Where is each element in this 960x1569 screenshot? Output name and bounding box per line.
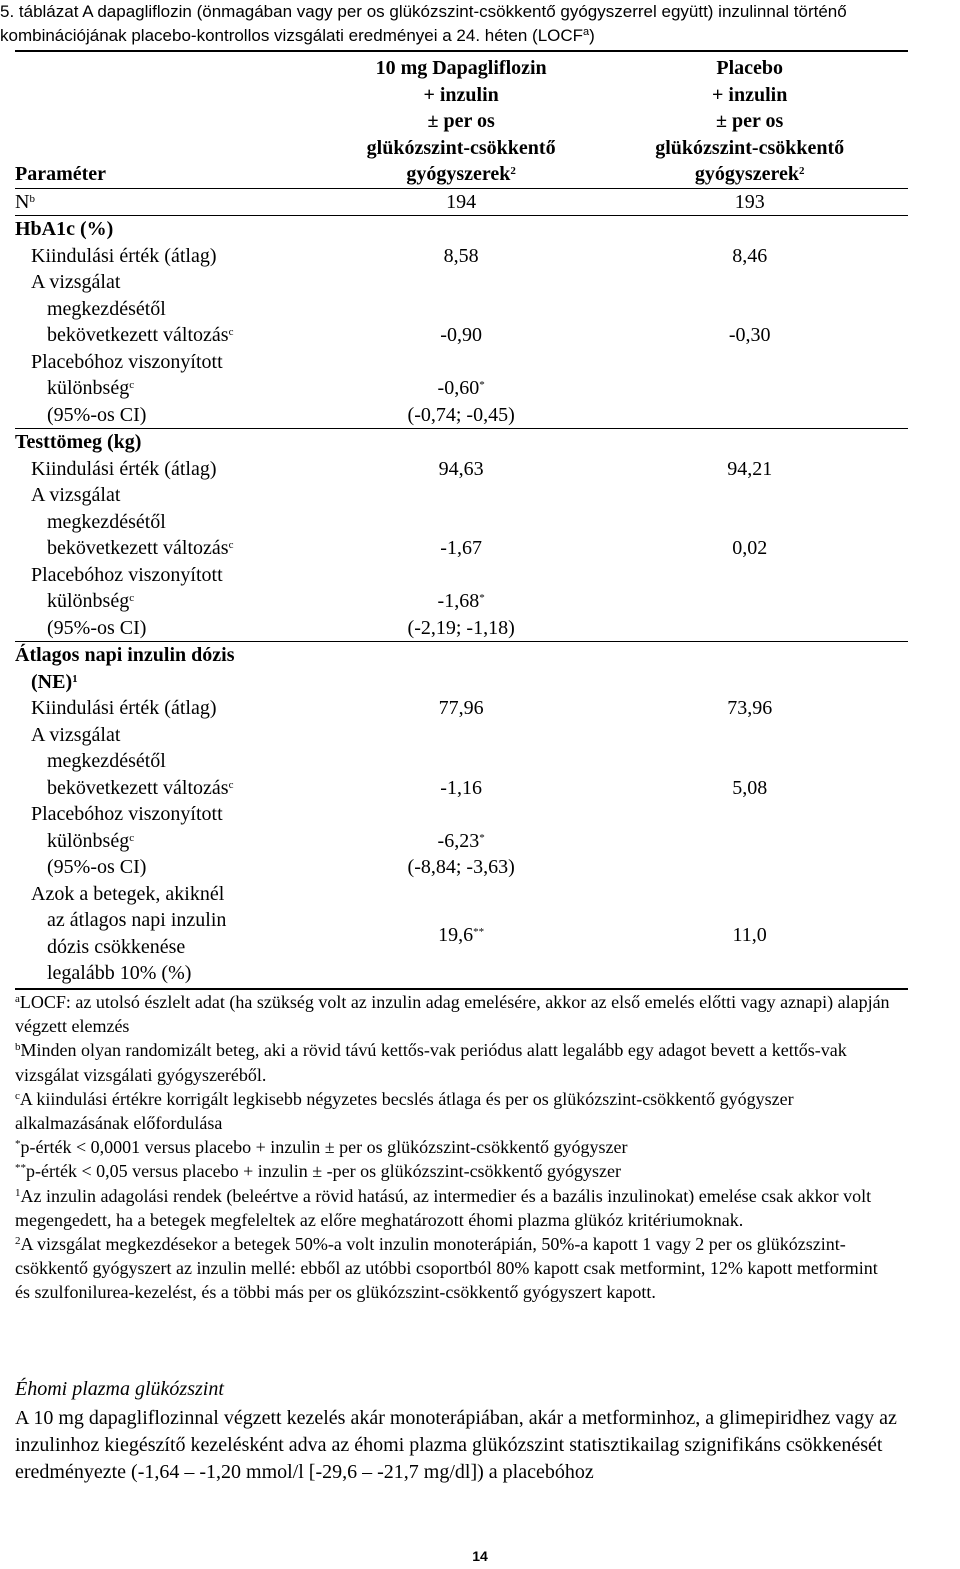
cell-b: 8,46 <box>732 244 768 267</box>
row-label-line: A vizsgálat <box>31 271 121 293</box>
cell-a-sup: * <box>479 592 485 604</box>
header-row <box>15 55 908 188</box>
row-label <box>15 562 331 642</box>
footnote <box>15 1159 895 1183</box>
row-label: Kiindulási érték (átlag) <box>31 697 217 719</box>
table-row <box>15 562 908 642</box>
row-label-text: bekövetkezett változás <box>47 537 229 559</box>
table-row <box>15 722 908 802</box>
footnote-mark: 1 <box>15 1186 21 1199</box>
n-label-text: N <box>15 190 30 213</box>
header-param: Paraméter <box>15 163 107 185</box>
cell-a-ci: (-2,19; -1,18) <box>407 616 515 639</box>
row-label-line: dózis csökkenése <box>47 935 186 958</box>
cell-a <box>331 349 591 429</box>
footnote-text: LOCF: az utolsó észlelt adat (ha szükség volt az inzulin adag emelésére, akkor az első emelés előtti vagy aznapi) alapján végzett elemzés <box>15 992 890 1037</box>
table-row <box>15 349 908 429</box>
footnote <box>15 1232 895 1305</box>
page-number: 14 <box>472 1548 488 1564</box>
row-label-line <box>15 375 331 402</box>
section-title-row <box>15 216 908 243</box>
table-caption <box>0 0 955 48</box>
row-label <box>15 482 331 562</box>
footnote-mark: ** <box>15 1162 26 1175</box>
row-label-line: Azok a betegek, akiknél <box>31 882 225 905</box>
cell-a <box>331 562 591 642</box>
row-label-line: megkezdésétől <box>47 297 166 320</box>
header-col-b-line: glükózszint-csökkentő <box>655 136 845 159</box>
footnote-mark: c <box>15 1089 20 1102</box>
table-row <box>15 801 908 881</box>
header-col-a-text: gyógyszerek <box>406 163 511 185</box>
row-label-line: az átlagos napi inzulin <box>47 909 227 931</box>
row-label-line <box>15 535 331 562</box>
section-title-line <box>15 669 331 696</box>
row-label <box>15 269 331 349</box>
section-title: Testtömeg (kg) <box>15 429 331 456</box>
cell-a: 94,63 <box>438 457 484 480</box>
header-col-a-sup: 2 <box>510 165 516 177</box>
row-label-line: (95%-os CI) <box>47 856 147 878</box>
cell-a-sup: * <box>479 379 485 391</box>
row-label <box>15 881 331 987</box>
section-title-line: Átlagos napi inzulin dózis <box>15 644 235 666</box>
cell-a-text: 19,6 <box>438 924 474 947</box>
section-heading: Éhomi plazma glükózszint <box>15 1378 224 1400</box>
cell-a-value <box>331 828 591 855</box>
row-label-line <box>15 322 331 349</box>
footnote <box>15 990 895 1038</box>
row-label <box>15 349 331 429</box>
row-label-text: különbség <box>47 590 130 612</box>
footnote-mark: * <box>15 1138 21 1151</box>
cell-a: -0,90 <box>440 324 482 346</box>
row-label-sup: c <box>129 592 135 604</box>
row-label-line <box>15 828 331 855</box>
header-col-b-line: ± per os <box>716 110 784 132</box>
footnote-text: A kiindulási értékre korrigált legkisebb négyzetes becslés átlaga és per os glükózszint-csökkentő gyógyszer alkalmazásának előfordulása <box>15 1088 794 1134</box>
row-label-text: különbség <box>47 377 130 399</box>
cell-a-text: -1,68 <box>437 590 480 612</box>
cell-b: 73,96 <box>727 697 773 719</box>
header-col-b <box>591 55 908 188</box>
section-title-text: (NE) <box>31 670 73 693</box>
n-row <box>15 188 908 216</box>
footnote <box>15 1038 895 1086</box>
row-label-line: legalább 10% (%) <box>47 962 192 984</box>
section-title: HbA1c (%) <box>15 216 331 243</box>
caption-sup: a <box>583 26 590 38</box>
row-label-text: bekövetkezett változás <box>47 776 229 799</box>
cell-a-value <box>331 375 591 402</box>
cell-a-sup: ** <box>473 926 485 939</box>
cell-a-value <box>331 588 591 615</box>
footnote-mark: a <box>15 993 20 1005</box>
cell-a-ci: (-0,74; -0,45) <box>407 403 515 426</box>
header-col-a-line: + inzulin <box>423 83 499 106</box>
row-label-sup: c <box>129 831 135 844</box>
n-value-a: 194 <box>331 188 591 216</box>
footnote <box>15 1135 895 1159</box>
row-label-line: megkezdésétől <box>47 510 166 533</box>
cell-a-text: -6,23 <box>437 829 480 852</box>
cell-a: 8,58 <box>443 244 479 267</box>
footnotes <box>15 990 895 1305</box>
caption-end: ) <box>589 26 595 45</box>
cell-b: 94,21 <box>727 457 773 480</box>
row-label-line: (95%-os CI) <box>47 403 147 426</box>
cell-a-sup: * <box>479 831 485 844</box>
row-label-line: Placebóhoz viszonyított <box>31 350 223 373</box>
row-label-text: különbség <box>47 829 130 852</box>
caption-text: 5. táblázat A dapagliflozin (önmagában vagy per os glükózszint-csökkentő gyógyszerrel együtt) inzulinnal történő kombinációjának placebo-kontrollos vizsgálati eredményei a 24. héten (LOCF <box>0 2 847 45</box>
header-col-a-line: 10 mg Dapagliflozin <box>375 57 547 79</box>
row-label-line: A vizsgálat <box>31 723 121 746</box>
row-label-sup: c <box>228 326 234 338</box>
table-row <box>15 243 908 270</box>
cell-b: -0,30 <box>728 324 771 346</box>
cell-b: 5,08 <box>732 776 768 799</box>
header-col-a <box>331 55 591 188</box>
row-label-line <box>15 588 331 615</box>
row-label-sup: c <box>228 539 234 551</box>
section-title-sup: 1 <box>72 672 78 685</box>
table-row <box>15 269 908 349</box>
footnote <box>15 1087 895 1135</box>
cell-a: -1,67 <box>440 537 482 559</box>
section-title-row <box>15 429 908 456</box>
footnote-mark: b <box>15 1041 21 1054</box>
row-label-line: Placebóhoz viszonyított <box>31 563 223 586</box>
cell-b: 11,0 <box>732 924 767 947</box>
row-label-sup: c <box>129 379 135 391</box>
cell-a <box>331 881 591 987</box>
header-col-b-line: + inzulin <box>712 83 788 106</box>
header-col-b-sup: 2 <box>798 165 805 177</box>
row-label-line: (95%-os CI) <box>47 616 147 639</box>
row-label-line: A vizsgálat <box>31 484 121 506</box>
row-label-text: bekövetkezett változás <box>47 324 229 346</box>
n-value-b: 193 <box>591 188 908 216</box>
row-label: Kiindulási érték (átlag) <box>31 244 217 267</box>
row-label <box>15 801 331 881</box>
row-label-sup: c <box>228 778 234 791</box>
header-col-a-line: glükózszint-csökkentő <box>366 136 556 159</box>
footnote <box>15 1184 895 1232</box>
row-label: Kiindulási érték (átlag) <box>31 457 217 480</box>
section-title <box>15 642 331 696</box>
cell-a: 77,96 <box>438 697 484 719</box>
header-col-a-line: ± per os <box>427 110 495 132</box>
footnote-text: p-érték < 0,05 versus placebo + inzulin ± -per os glükózszint-csökkentő gyógyszer <box>26 1161 622 1182</box>
table-row <box>15 881 908 987</box>
table-row <box>15 456 908 483</box>
cell-a-text: -0,60 <box>437 377 480 399</box>
footnote-mark: 2 <box>15 1235 21 1248</box>
cell-a <box>331 801 591 881</box>
cell-b: 0,02 <box>732 537 768 559</box>
n-label <box>15 188 331 216</box>
table-row <box>15 482 908 562</box>
footnote-text: Az inzulin adagolási rendek (beleértve a rövid hatású, az intermedier és a bazális inzulinokat) emelése csak akkor volt megengedett, ha a betegek megfeleltek az előre meghatározott éhomi plazma glükóz kritériumoknak. <box>15 1185 872 1230</box>
footnote-text: p-érték < 0,0001 versus placebo + inzulin ± per os glükózszint-csökkentő gyógyszer <box>20 1137 628 1158</box>
n-label-sup: b <box>29 192 35 205</box>
header-col-b-line-last <box>591 161 908 188</box>
body-paragraph: A 10 mg dapagliflozinnal végzett kezelés akár monoterápiában, akár a metforminhoz, a glimepiridhez vagy az inzulinhoz kiegészítő kezelésként adva az éhomi plazma glükózszint statisztikailag szignifikáns csökkenését eredményezte (-1,64 – -1,20 mmol/l [-29,6 – -21,7 mg/dl]) a placebóhoz <box>15 1407 897 1483</box>
row-label-line: megkezdésétől <box>47 750 166 772</box>
table-row <box>15 695 908 722</box>
cell-a: -1,16 <box>440 776 482 799</box>
header-col-b-line: Placebo <box>716 57 784 79</box>
cell-a-ci: (-8,84; -3,63) <box>407 856 515 878</box>
table-top-rule <box>15 50 908 52</box>
footnote-text: Minden olyan randomizált beteg, aki a rövid távú kettős-vak periódus alatt legalább egy adagot bevett a kettős-vak vizsgálat vizsgálati gyógyszeréből. <box>15 1040 847 1085</box>
footnote-text: A vizsgálat megkezdésekor a betegek 50%-a volt inzulin monoterápián, 50%-a kapott 1 vagy 2 per os glükózszint-csökkentő gyógyszert az inzulin mellé: ebből az utóbbi csoportból 80% kapott csak metformint, 12% kapott metformint és szulfonilurea-kezelést, és a többi más per os glükózszint-csökkentő gyógyszert kapott. <box>15 1234 878 1303</box>
header-col-b-text: gyógyszerek <box>694 163 799 185</box>
section-title-row <box>15 642 908 696</box>
row-label <box>15 722 331 802</box>
row-label-line: Placebóhoz viszonyított <box>31 803 223 825</box>
header-col-a-line-last <box>331 161 591 188</box>
row-label-line <box>15 775 331 802</box>
results-table <box>15 55 908 987</box>
